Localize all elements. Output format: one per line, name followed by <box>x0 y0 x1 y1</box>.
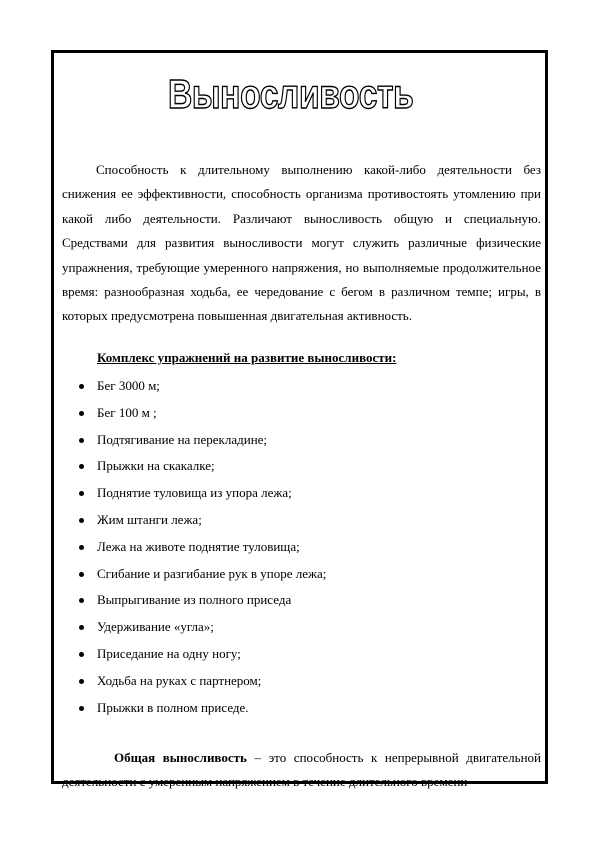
list-item <box>0 373 595 400</box>
bullet-icon <box>79 545 84 550</box>
bullet-icon <box>79 679 84 684</box>
exercises-heading: Комплекс упражнений на развитие выносливости: <box>97 350 397 365</box>
list-item <box>0 507 595 534</box>
list-item-text: Бег 100 м ; <box>97 404 157 420</box>
bullet-icon <box>79 706 84 711</box>
bullet-icon <box>79 518 84 523</box>
general-endurance-definition: – это способность к непрерывной двигательной деятельности с умеренным напряжением в течение длительного времени <box>62 750 542 790</box>
general-endurance-paragraph <box>62 746 541 795</box>
list-item-text: Прыжки на скакалке; <box>97 458 215 474</box>
list-item <box>0 453 595 480</box>
bullet-icon <box>79 411 84 416</box>
list-item <box>0 534 595 561</box>
bullet-icon <box>79 438 84 443</box>
bullet-icon <box>79 464 84 469</box>
bullet-icon <box>79 652 84 657</box>
list-item <box>0 561 595 588</box>
list-item-text: Поднятие туловища из упора лежа; <box>97 485 292 501</box>
list-item-text: Подтягивание на перекладине; <box>97 431 268 447</box>
general-endurance-term: Общая выносливость <box>114 750 247 765</box>
list-item-text: Сгибание и разгибание рук в упоре лежа; <box>97 565 327 581</box>
list-item <box>0 587 595 614</box>
page-title: Выносливость <box>168 71 414 117</box>
bullet-icon <box>79 625 84 630</box>
list-item-text: Прыжки в полном приседе. <box>97 699 249 715</box>
exercise-list <box>0 373 595 721</box>
list-item <box>0 480 595 507</box>
intro-paragraph: Способность к длительному выполнению какой-либо деятельности без снижения ее эффективности, способность организма противостоять утомлению при какой либо деятельности. Различают выносливость общую и специальную. Средствами для развития выносливости могут служить различные физические упражнения, требующие умеренного напряжения, но выполняемые продолжительное время: разнообразная ходьба, ее чередование с бегом в различном темпе; игры, в которых предусмотрена повышенная двигательная активность. <box>62 162 541 324</box>
list-item-text: Бег 3000 м; <box>97 378 160 393</box>
bullet-icon <box>79 598 84 603</box>
list-item <box>0 695 595 722</box>
list-item-text: Лежа на животе поднятие туловища; <box>97 538 300 554</box>
list-item <box>0 614 595 641</box>
list-item <box>0 641 595 668</box>
list-item <box>0 668 595 695</box>
list-item-text: Приседание на одну ногу; <box>97 645 241 661</box>
list-item-text: Жим штанги лежа; <box>97 511 202 527</box>
list-item <box>0 400 595 427</box>
list-item <box>0 427 595 454</box>
bullet-icon <box>79 491 84 496</box>
list-item-text: Выпрыгивание из полного приседа <box>97 592 292 608</box>
list-item-text: Удерживание «угла»; <box>97 619 214 635</box>
list-item-text: Ходьба на руках с партнером; <box>97 672 262 688</box>
bullet-icon <box>79 384 84 389</box>
bullet-icon <box>79 572 84 577</box>
